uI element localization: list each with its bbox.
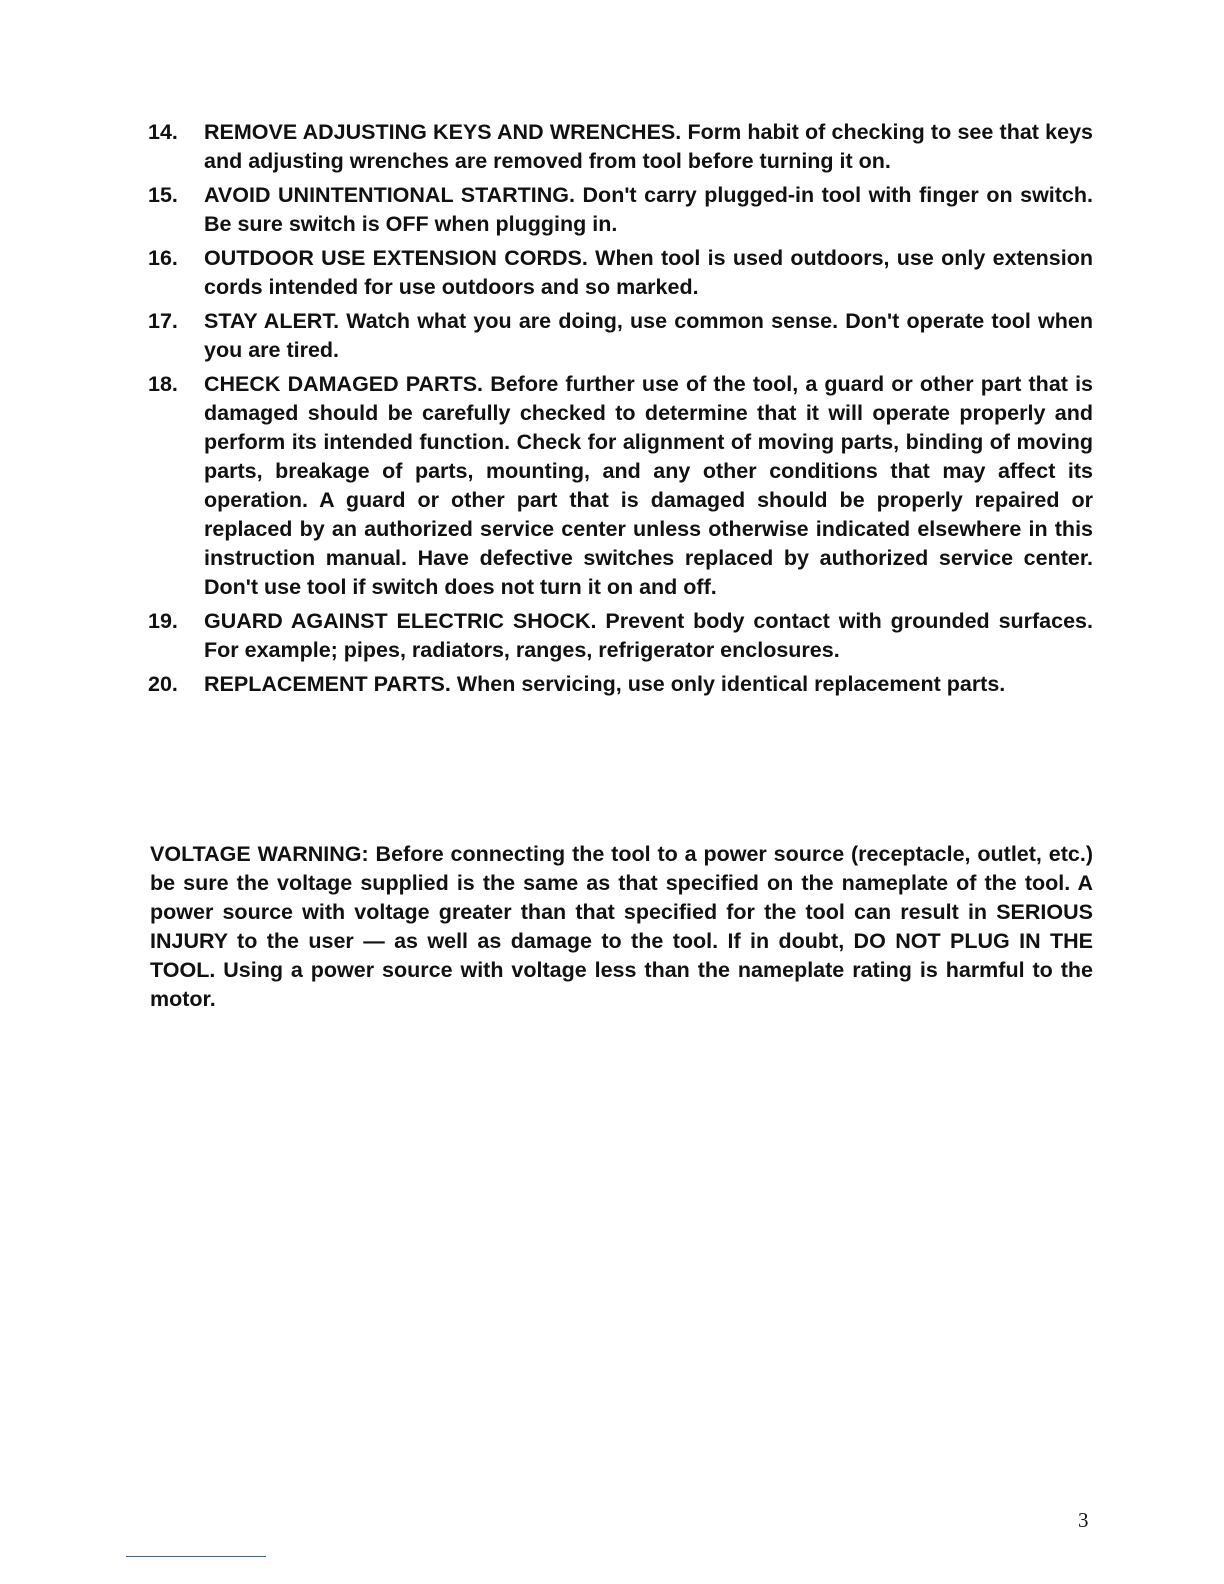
rule-heading: REPLACEMENT PARTS. xyxy=(204,672,451,696)
rule-item xyxy=(148,370,1093,602)
footer-divider xyxy=(126,1556,266,1557)
voltage-warning xyxy=(150,840,1093,1014)
rule-number: 14. xyxy=(148,120,178,144)
rule-text: Watch what you are doing, use common sense. Don't operate tool when you are tired. xyxy=(204,309,1093,362)
rule-number: 19. xyxy=(148,609,178,633)
rule-text: Form habit of checking to see that keys and adjusting wrenches are removed from tool before turning it on. xyxy=(204,120,1093,173)
rule-text: Before further use of the tool, a guard or other part that is damaged should be carefully checked to determine that it will operate properly and perform its intended function. Check for alignment of moving parts, binding of moving parts, breakage of parts, mounting, and any other conditions that may affect its operation. A guard or other part that is damaged should be properly repaired or replaced by an authorized service center unless otherwise indicated elsewhere in this instruction manual. Have defective switches replaced by authorized service center. Don't use tool if switch does not turn it on and off. xyxy=(204,372,1093,599)
rule-number: 16. xyxy=(148,246,178,270)
rule-number: 18. xyxy=(148,372,178,396)
rule-heading: GUARD AGAINST ELECTRIC SHOCK. xyxy=(204,609,597,633)
page-number: 3 xyxy=(1078,1508,1089,1532)
rule-text: Prevent body contact with grounded surfaces. For example; pipes, radiators, ranges, refrigerator enclosures. xyxy=(204,609,1093,662)
voltage-warning-text: Before connecting the tool to a power source (receptacle, outlet, etc.) be sure the voltage supplied is the same as that specified on the nameplate of the tool. A power source with voltage greater than that specified for the tool can result in SERIOUS INJURY to the user — as well as damage to the tool. If in doubt, DO NOT PLUG IN THE TOOL. Using a power source with voltage less than the nameplate rating is harmful to the motor. xyxy=(150,842,1093,1011)
voltage-warning-heading: VOLTAGE WARNING: xyxy=(150,842,369,866)
rule-heading: REMOVE ADJUSTING KEYS AND WRENCHES. xyxy=(204,120,682,144)
rule-heading: STAY ALERT. xyxy=(204,309,340,333)
rule-text: Don't carry plugged-in tool with finger on switch. Be sure switch is OFF when plugging in. xyxy=(204,183,1093,236)
rule-item xyxy=(148,118,1093,176)
rule-item xyxy=(148,670,1093,699)
rule-item xyxy=(148,307,1093,365)
rule-heading: OUTDOOR USE EXTENSION CORDS. xyxy=(204,246,588,270)
safety-rules-list xyxy=(148,118,1093,704)
rule-item xyxy=(148,244,1093,302)
rule-item xyxy=(148,181,1093,239)
rule-number: 15. xyxy=(148,183,178,207)
rule-text: When servicing, use only identical replacement parts. xyxy=(456,672,1006,696)
rule-heading: CHECK DAMAGED PARTS. xyxy=(204,372,484,396)
rule-number: 20. xyxy=(148,672,178,696)
rule-number: 17. xyxy=(148,309,178,333)
rule-item xyxy=(148,607,1093,665)
rule-text: When tool is used outdoors, use only extension cords intended for use outdoors and so marked. xyxy=(204,246,1093,299)
rule-heading: AVOID UNINTENTIONAL STARTING. xyxy=(204,183,575,207)
